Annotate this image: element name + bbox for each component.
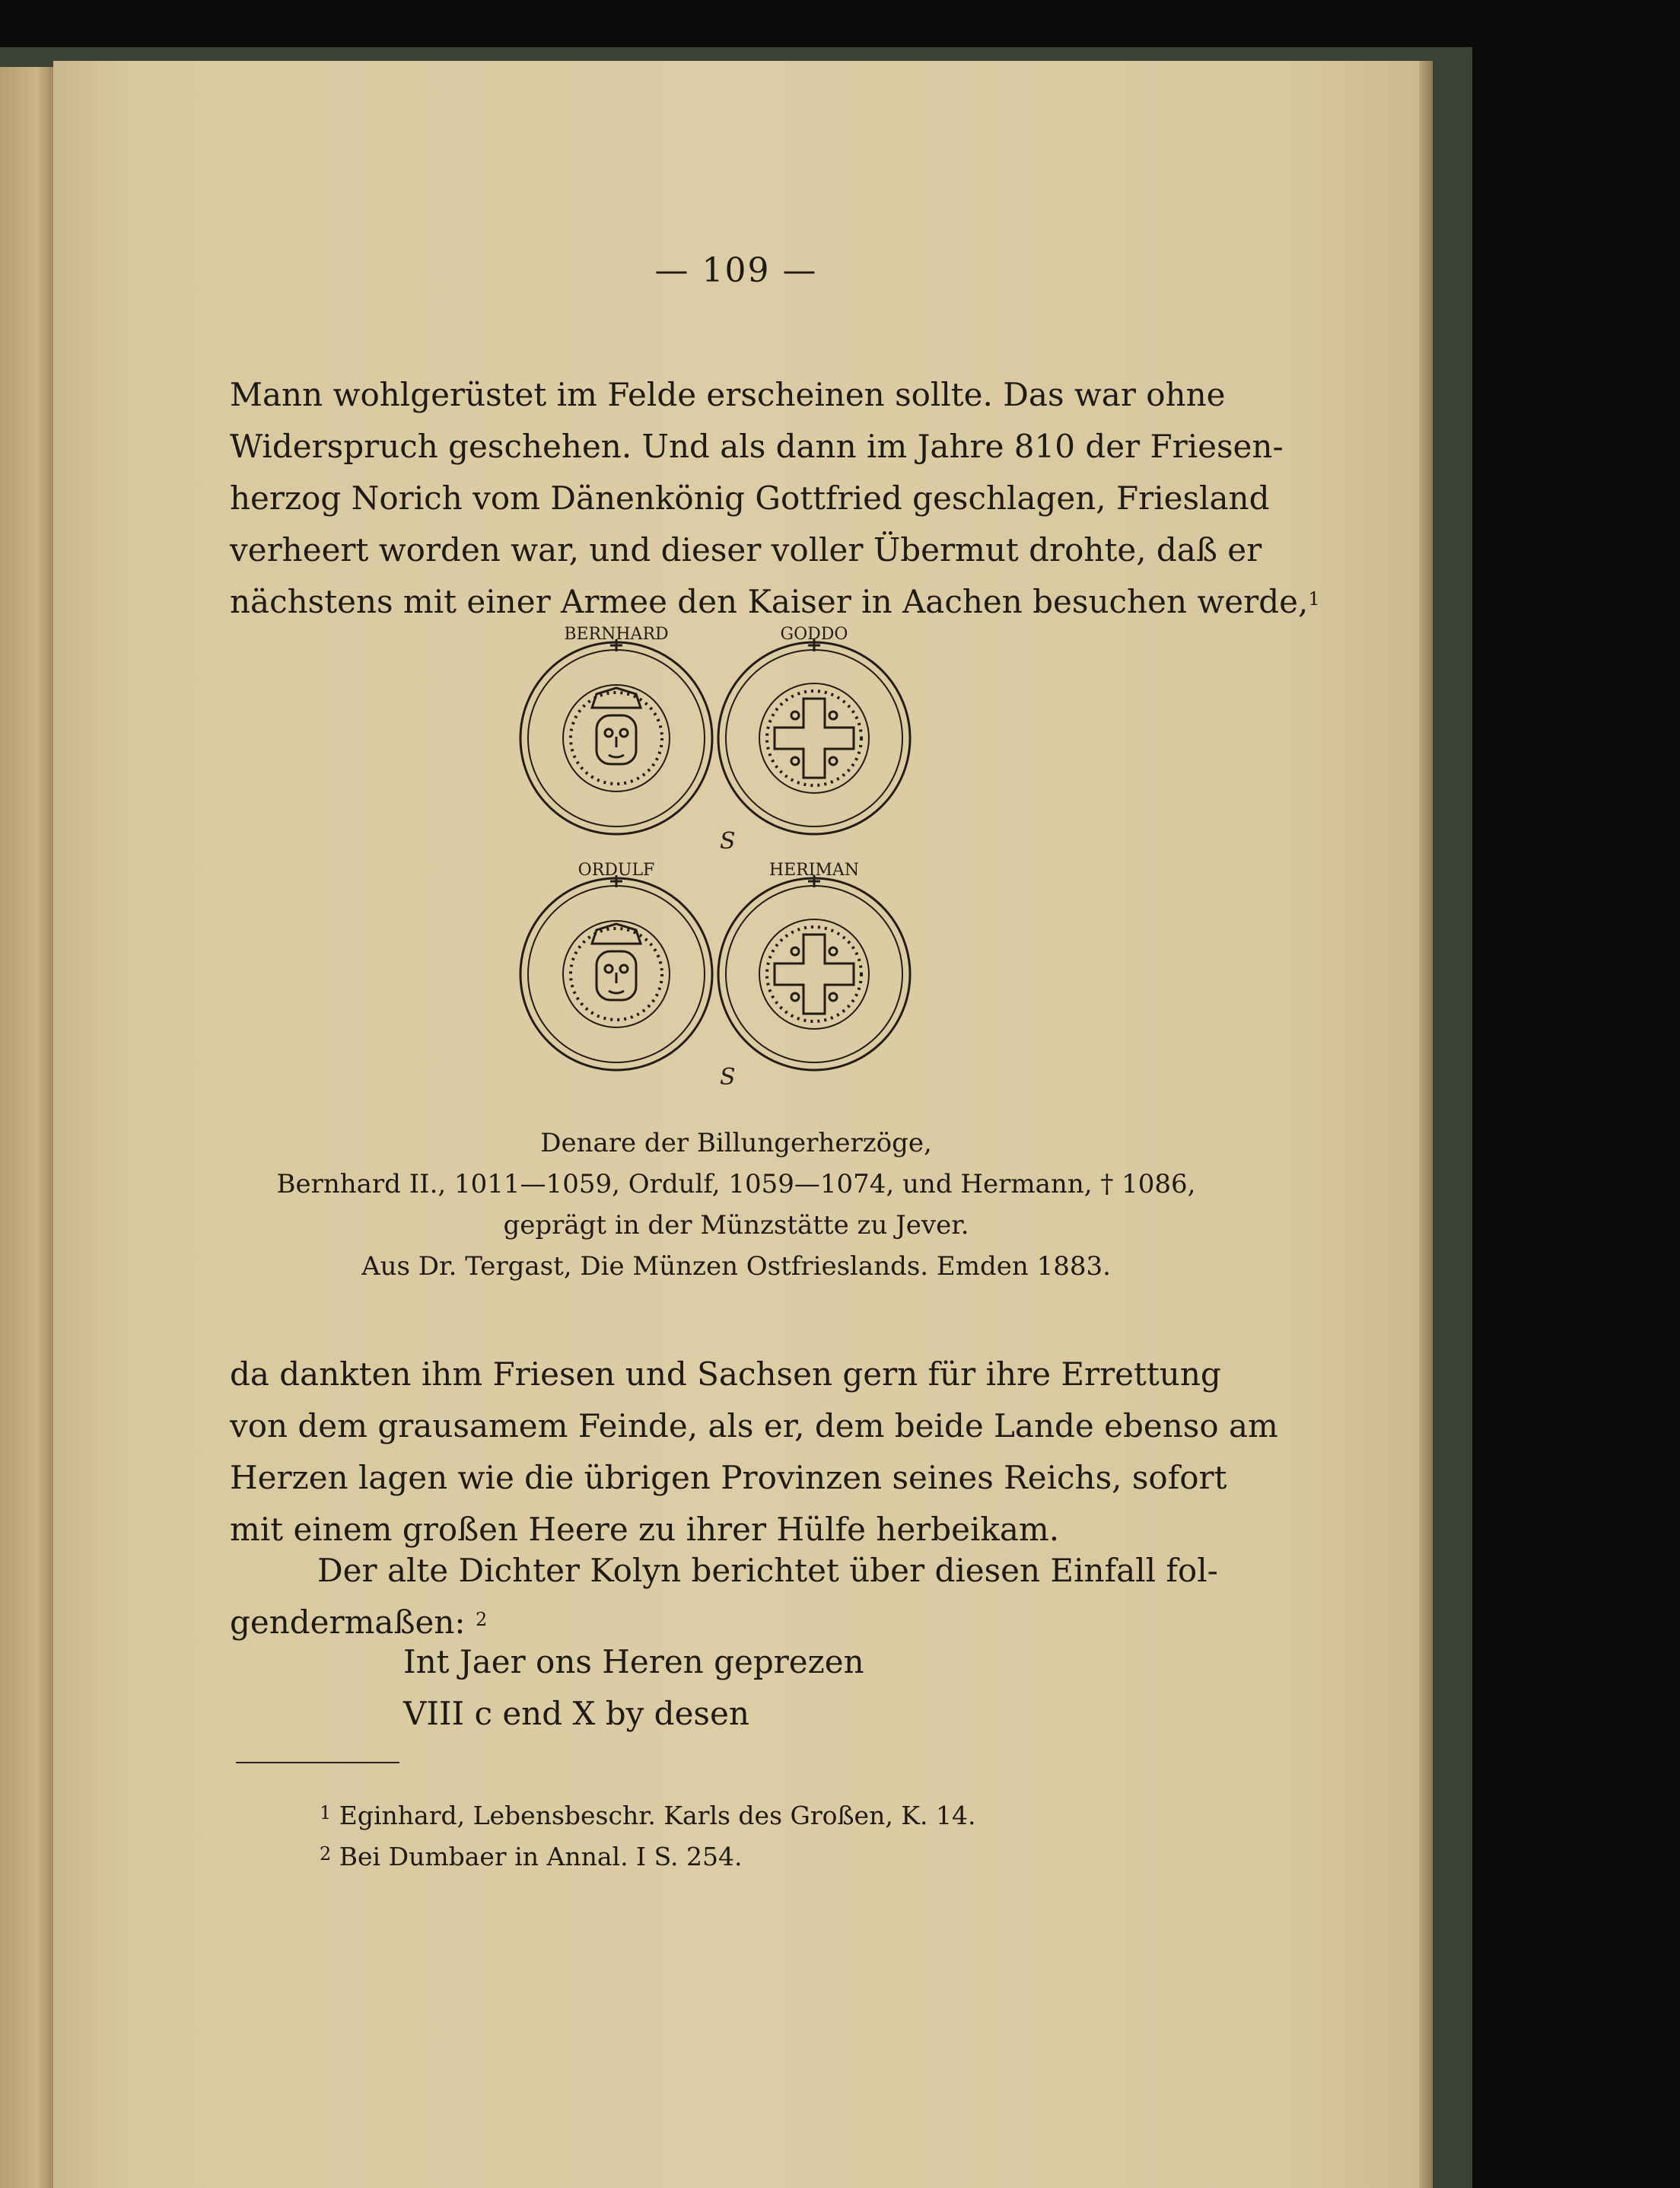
left-page-edge — [0, 67, 53, 2188]
footnote-rule — [236, 1762, 399, 1763]
verse-quote — [403, 1636, 864, 1740]
caption-line: geprägt in der Münzstätte zu Jever. — [503, 1210, 969, 1241]
coin-obverse-ordulf — [520, 875, 712, 1070]
paragraph-2 — [230, 1349, 1278, 1556]
caption-line: Bernhard II., 1011—1059, Ordulf, 1059—1074, und Hermann, † 1086, — [276, 1169, 1196, 1199]
text-line: nächstens mit einer Armee den Kaiser in Aachen besuchen werde, — [230, 583, 1309, 620]
mint-mark: S — [720, 828, 736, 855]
footnote-2 — [320, 1837, 742, 1877]
figure-caption — [53, 1123, 1419, 1287]
text-line: verheert worden war, und dieser voller Übermut drohte, daß er — [230, 531, 1262, 568]
footnote-mark: 1 — [320, 1802, 332, 1823]
coin-legend: BERNHARD — [564, 625, 669, 644]
text-line: Der alte Dichter Kolyn berichtet über diesen Einfall fol- — [317, 1552, 1218, 1589]
text-line: da dankten ihm Friesen und Sachsen gern für ihre Errettung — [230, 1355, 1221, 1393]
coin-reverse-heriman — [718, 875, 910, 1070]
text-line: Herzen lagen wie die übrigen Provinzen seines Reichs, sofort — [230, 1459, 1227, 1496]
caption-line: Aus Dr. Tergast, Die Münzen Ostfrieslands. Emden 1883. — [361, 1251, 1111, 1282]
book-page — [53, 61, 1419, 2188]
paragraph-1 — [230, 369, 1320, 628]
verse-line: VIII c end X by desen — [403, 1695, 749, 1732]
footnote-1 — [320, 1796, 975, 1836]
footnote-mark: 2 — [475, 1609, 488, 1630]
paragraph-3 — [230, 1545, 1218, 1648]
footnote-mark: 2 — [320, 1843, 332, 1865]
footnote-text: Eginhard, Lebensbeschr. Karls des Großen, K. 14. — [339, 1801, 976, 1830]
page-number: — 109 — — [654, 251, 818, 290]
coin-reverse-goddo — [718, 639, 910, 834]
text-line: gendermaßen: — [230, 1604, 466, 1641]
text-line: Mann wohlgerüstet im Felde erscheinen sollte. Das war ohne — [230, 376, 1226, 413]
coin-obverse-bernhard — [520, 639, 712, 834]
coin-legend: HERIMAN — [768, 861, 860, 880]
coin-legend: ORDULF — [578, 861, 655, 880]
text-line: von dem grausamem Feinde, als er, dem beide Lande ebenso am — [230, 1407, 1278, 1444]
footnote-text: Bei Dumbaer in Annal. I S. 254. — [339, 1842, 743, 1871]
text-line: Widerspruch geschehen. Und als dann im Jahre 810 der Friesen- — [230, 428, 1284, 465]
caption-line: Denare der Billungerherzöge, — [540, 1128, 932, 1158]
coin-illustration — [495, 609, 997, 1111]
page-fore-edge — [1419, 61, 1433, 2188]
mint-mark: S — [720, 1064, 736, 1091]
coin-legend: GODDO — [780, 625, 848, 644]
text-line: mit einem großen Heere zu ihrer Hülfe herbeikam. — [230, 1511, 1060, 1548]
text-line: herzog Norich vom Dänenkönig Gottfried geschlagen, Friesland — [230, 479, 1270, 517]
verse-line: Int Jaer ons Heren geprezen — [403, 1643, 864, 1680]
footnote-mark: 1 — [1308, 588, 1320, 610]
